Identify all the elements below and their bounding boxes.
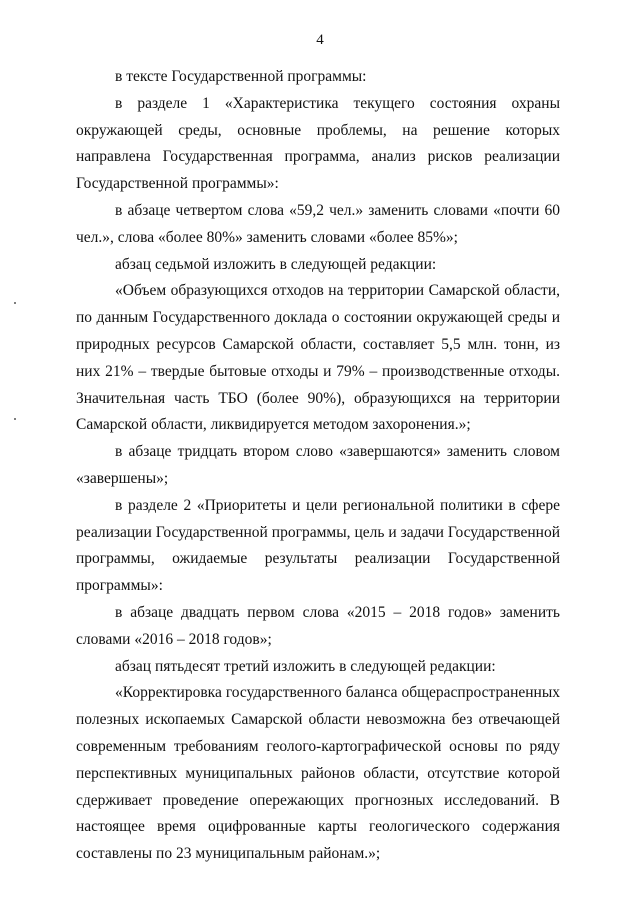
paragraph-3: в абзаце четвертом слова «59,2 чел.» заменить словами «почти 60 чел.», слова «более 80%» заменить словами «более 85%»; — [76, 201, 560, 246]
paragraph-5: «Объем образующихся отходов на территории Самарской области, по данным Государственного доклада о состоянии окружающей среды и природных ресурсов Самарской области, составляет 5,5 млн. тонн, из них 21% – твердые бытовые отходы и 79% – производственные отходы. Значительная часть ТБО (более 90%), образующихся на территории Самарской области, ликвидируется методом захоронения.»; — [76, 282, 560, 434]
document-body — [76, 64, 560, 868]
paragraph-10: «Корректировка государственного баланса общераспространенных полезных ископаемых Самарской области невозможна без отвечающей современным требованиям геолого-картографической основы по ряду перспективных муниципальных районов области, отсутствие которой сдерживает проведение опережающих прогнозных исследований. В настоящее время оцифрованные карты геологического содержания составлены по 23 муниципальным районам.»; — [76, 684, 560, 863]
paragraph-8: в абзаце двадцать первом слова «2015 – 2018 годов» заменить словами «2016 – 2018 годов»; — [76, 603, 560, 648]
paragraph-2: в разделе 1 «Характеристика текущего состояния охраны окружающей среды, основные проблемы, на решение которых направлена Государственная программа, анализ рисков реализации Государственной программы»: — [76, 94, 560, 193]
paragraph-6: в абзаце тридцать втором слово «завершаются» заменить словом «завершены»; — [76, 443, 560, 487]
scan-artifact-dot — [14, 418, 16, 420]
paragraph-4: абзац седьмой изложить в следующей редакции: — [115, 255, 437, 273]
page-number: 4 — [316, 32, 324, 48]
paragraph-9: абзац пятьдесят третий изложить в следующей редакции: — [115, 657, 496, 675]
paragraph-1: в тексте Государственной программы: — [115, 68, 367, 85]
paragraph-7: в разделе 2 «Приоритеты и цели региональной политики в сфере реализации Государственной программы, цель и задачи Государственной программы, ожидаемые результаты реализации Государственной программы»: — [76, 496, 560, 595]
scan-artifact-dot — [14, 302, 16, 304]
